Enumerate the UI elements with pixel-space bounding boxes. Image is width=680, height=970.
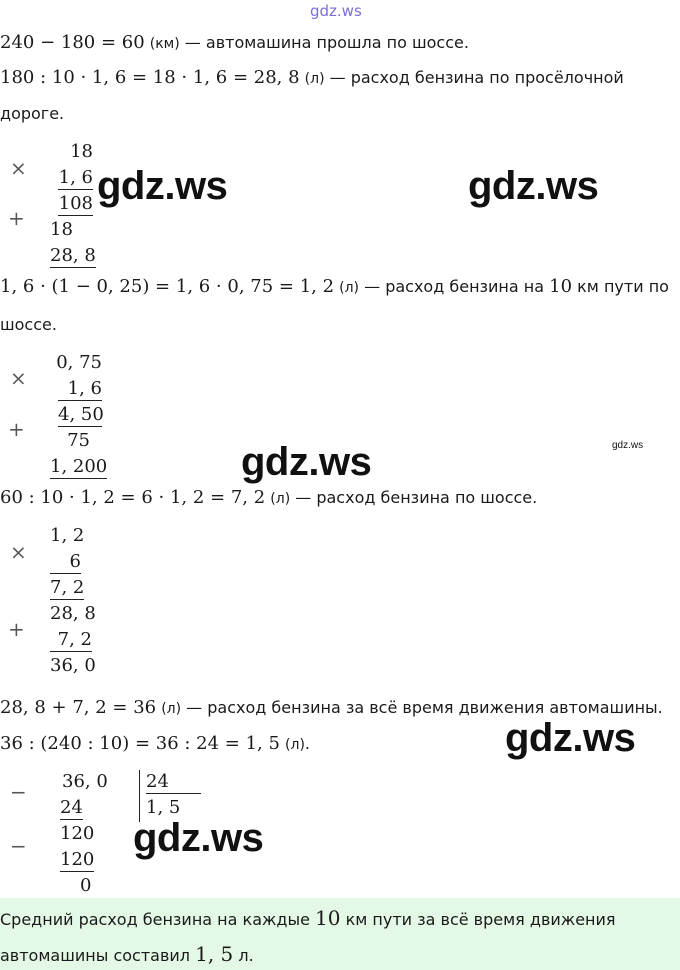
watermark-2: gdz.ws xyxy=(468,164,599,208)
solution-line-3 xyxy=(0,276,669,297)
unit: (л) xyxy=(304,71,325,87)
factor-a: 18 xyxy=(70,141,93,162)
answer-text: Средний расход бензина на каждые xyxy=(0,910,316,929)
product: 7, 2 xyxy=(50,577,85,598)
divisor: 24 xyxy=(146,771,201,794)
partial-2: 18 xyxy=(50,219,73,240)
factor-b: 6 xyxy=(50,551,81,574)
math-expression: 240 − 180 = 60 xyxy=(0,32,145,53)
unit: (л) xyxy=(270,491,291,507)
explanation: — расход бензина по шоссе. xyxy=(290,488,538,507)
number: 10 xyxy=(549,276,573,297)
factor-b: 1, 6 xyxy=(58,167,93,188)
remainder-2: 0 xyxy=(80,875,92,896)
solution-line-6 xyxy=(0,733,310,754)
partial-2: 75 xyxy=(67,430,90,451)
site-header-link[interactable]: gdz.ws xyxy=(310,2,362,20)
factor-b: 1, 6 xyxy=(58,378,102,401)
minus-sign-1: − xyxy=(10,780,27,804)
explanation: . xyxy=(304,734,311,753)
result: 1, 200 xyxy=(50,456,108,477)
math-expression: 1, 6 · (1 − 0, 25) = 1, 6 · 0, 75 = 1, 2 xyxy=(0,276,335,297)
math-expression: 28, 8 + 7, 2 = 36 xyxy=(0,697,157,718)
subtrahend-1: 24 xyxy=(60,797,83,818)
answer-value: 1, 5 xyxy=(195,942,234,966)
watermark-1: gdz.ws xyxy=(97,164,228,208)
explanation: — автомашина прошла по шоссе. xyxy=(179,33,469,52)
subtrahend-2: 120 xyxy=(60,849,95,870)
math-expression: 60 : 10 · 1, 2 = 6 · 1, 2 = 7, 2 xyxy=(0,487,266,508)
minus-sign-2: − xyxy=(10,834,27,858)
factor-a: 0, 75 xyxy=(56,352,102,373)
division-bracket xyxy=(139,770,140,822)
solution-line-3-cont: шоссе. xyxy=(0,315,57,334)
remainder-1: 120 xyxy=(60,823,95,844)
plus-sign: + xyxy=(8,206,25,230)
addend-2: 7, 2 xyxy=(50,629,92,652)
explanation: — расход бензина на xyxy=(359,277,550,296)
solution-line-2 xyxy=(0,67,624,88)
explanation-cont: км пути по xyxy=(572,277,669,296)
answer-unit: л. xyxy=(233,946,254,965)
unit: (км) xyxy=(149,36,180,52)
explanation: — расход бензина по просёлочной xyxy=(324,68,624,87)
result: 28, 8 xyxy=(50,245,96,266)
solution-line-4 xyxy=(0,487,537,508)
unit: (л) xyxy=(161,701,182,717)
answer-line-1 xyxy=(0,906,616,930)
solution-line-2-cont: дороге. xyxy=(0,104,65,123)
answer-number: 10 xyxy=(315,906,341,930)
partial-1: 108 xyxy=(58,193,93,214)
dividend: 36, 0 xyxy=(62,771,108,792)
watermark-4: gdz.ws xyxy=(505,716,636,760)
factor-a: 1, 2 xyxy=(50,525,85,546)
quotient: 1, 5 xyxy=(146,797,181,818)
watermark-3: gdz.ws xyxy=(241,440,372,484)
sum: 36, 0 xyxy=(50,655,96,676)
solution-line-1 xyxy=(0,32,469,53)
answer-text-cont: км пути за всё время движения xyxy=(340,910,616,929)
multiply-sign: × xyxy=(10,156,27,180)
addend-1: 28, 8 xyxy=(50,603,96,624)
unit: (л) xyxy=(285,737,305,753)
plus-sign: + xyxy=(8,417,25,441)
multiply-sign: × xyxy=(10,366,27,390)
math-expression: 180 : 10 · 1, 6 = 18 · 1, 6 = 28, 8 xyxy=(0,67,300,88)
multiply-sign: × xyxy=(10,540,27,564)
answer-line-2 xyxy=(0,942,254,966)
math-expression: 36 : (240 : 10) = 36 : 24 = 1, 5 xyxy=(0,733,280,754)
unit: (л) xyxy=(339,280,360,296)
solution-line-5 xyxy=(0,697,663,718)
plus-sign: + xyxy=(8,617,25,641)
watermark-small: gdz.ws xyxy=(612,440,644,451)
answer-text: автомашины составил xyxy=(0,946,196,965)
partial-1: 4, 50 xyxy=(58,404,104,425)
watermark-5: gdz.ws xyxy=(133,816,264,860)
explanation: — расход бензина за всё время движения автомашины. xyxy=(181,698,663,717)
